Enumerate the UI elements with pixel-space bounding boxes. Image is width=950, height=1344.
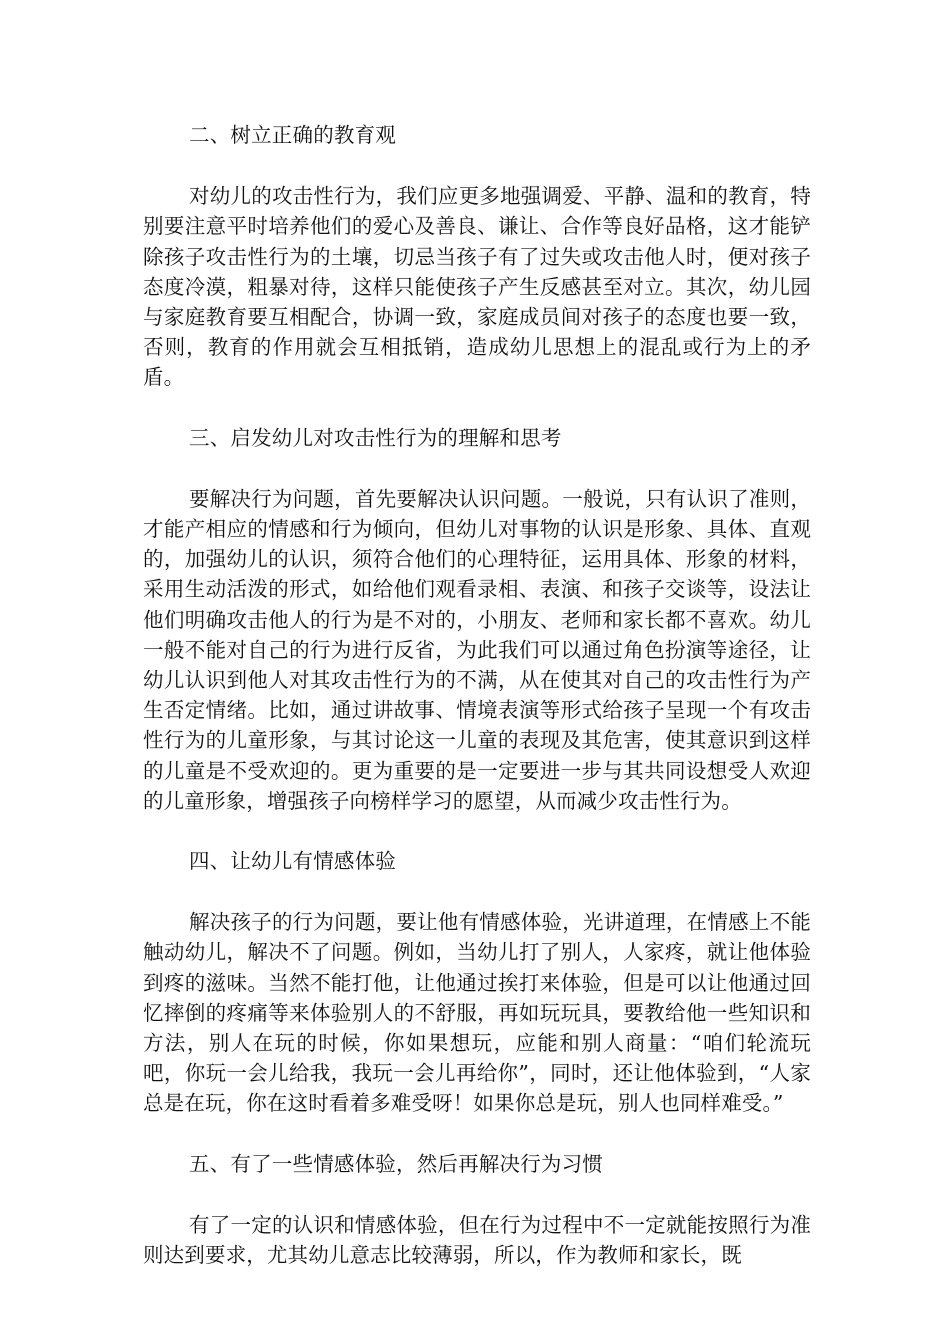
section-heading-2: 二、树立正确的教育观 <box>189 123 396 147</box>
section-heading-5: 五、有了一些情感体验，然后再解决行为习惯 <box>189 1151 603 1176</box>
spacer <box>143 1179 811 1210</box>
spacer <box>143 1119 811 1149</box>
section-paragraph-5: 有了一定的认识和情感体验，但在行为过程中不一定就能按照行为准则达到要求，尤其幼儿意志比较薄弱，所以，作为教师和家长，既 <box>143 1212 811 1268</box>
section-heading-3: 三、启发幼儿对攻击性行为的理解和思考 <box>189 425 562 450</box>
spacer <box>143 393 811 423</box>
spacer <box>143 453 811 484</box>
spacer <box>143 150 811 181</box>
spacer <box>143 816 811 846</box>
document-body <box>143 120 811 1270</box>
section-heading-4: 四、让幼儿有情感体验 <box>189 849 396 874</box>
section-paragraph-2: 对幼儿的攻击性行为，我们应更多地强调爱、平静、温和的教育，特别要注意平时培养他们的爱心及善良、谦让、合作等良好品格，这才能铲除孩子攻击性行为的土壤，切忌当孩子有了过失或攻击他人时，便对孩子态度冷漠，粗暴对待，这样只能使孩子产生反感甚至对立。其次，幼儿园与家庭教育要互相配合，协调一致，家庭成员间对孩子的态度也要一致，否则，教育的作用就会互相抵销，造成幼儿思想上的混乱或行为上的矛盾。 <box>143 184 811 390</box>
section-paragraph-3: 要解决行为问题，首先要解决认识问题。一般说，只有认识了准则，才能产相应的情感和行为倾向，但幼儿对事物的认识是形象、具体、直观的，加强幼儿的认识，须符合他们的心理特征，运用具体、形象的材料，采用生动活泼的形式，如给他们观看录相、表演、和孩子交谈等，设法让他们明确攻击他人的行为是不对的，小朋友、老师和家长都不喜欢。幼儿一般不能对自己的行为进行反省，为此我们可以通过角色扮演等途径，让幼儿认识到他人对其攻击性行为的不满，从在使其对自己的攻击性行为产生否定情绪。比如，通过讲故事、情境表演等形式给孩子呈现一个有攻击性行为的儿童形象，与其讨论这一儿童的表现及其危害，使其意识到这样的儿童是不受欢迎的。更为重要的是一定要进一步与其共同设想受人欢迎的儿童形象，增强孩子向榜样学习的愿望，从而减少攻击性行为。 <box>143 486 811 813</box>
spacer <box>143 876 811 907</box>
section-paragraph-4: 解决孩子的行为问题，要让他有情感体验，光讲道理，在情感上不能触动幼儿，解决不了问题。例如，当幼儿打了别人，人家疼，就让他体验到疼的滋味。当然不能打他，让他通过挨打来体验，但是可以让他通过回忆摔倒的疼痛等来体验别人的不舒服，再如玩玩具，要教给他一些知识和方法，别人在玩的时候，你如果想玩，应能和别人商量：“咱们轮流玩吧，你玩一会儿给我，我玩一会儿再给你”，同时，还让他体验到，“人家总是在玩，你在这时看着多难受呀！如果你总是玩，别人也同样难受。” <box>143 910 811 1116</box>
